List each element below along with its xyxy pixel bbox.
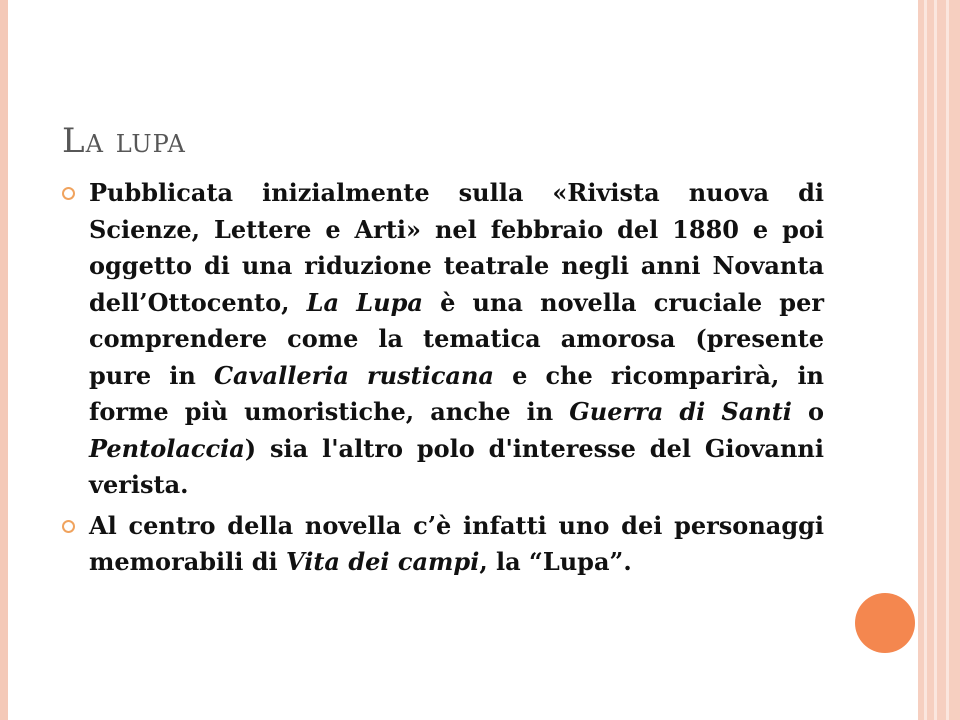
slide-title: La lupa: [62, 120, 186, 161]
bullet-item: [62, 175, 824, 504]
bullet-circle-icon: [62, 187, 75, 200]
bullet-text: , la “Lupa”.: [479, 547, 632, 576]
decorative-circle: [855, 593, 915, 653]
right-frame-border: [918, 0, 960, 720]
frame-stripe: [934, 0, 937, 720]
bullet-circle-icon: [62, 520, 75, 533]
bullet-title-italic: Guerra di Santi: [569, 397, 792, 426]
bullet-list: [62, 175, 824, 585]
frame-stripe: [946, 0, 949, 720]
bullet-text: ) sia l'altro polo d'interesse del Giovanni verista.: [89, 433, 824, 499]
bullet-text: e che ricomparirà, in forme più umoristiche, anche in: [89, 360, 825, 426]
bullet-text: Pubblicata inizialmente sulla «Rivista nuova di Scienze, Lettere e Arti» nel febbraio del 1880 e poi oggetto di una riduzione teatrale negli anni Novanta dell’Ottocento,: [89, 178, 824, 317]
bullet-title-italic: Cavalleria rusticana: [213, 360, 494, 390]
bullet-text: è una novella cruciale per comprendere come la tematica amorosa (presente pure in: [89, 287, 824, 390]
bullet-text: o: [791, 397, 824, 426]
frame-stripe: [924, 0, 927, 720]
bullet-item: [62, 508, 824, 581]
bullet-text: Al centro della novella c’è infatti uno dei personaggi memorabili di: [89, 510, 824, 576]
bullet-title-italic: La Lupa: [306, 287, 423, 317]
bullet-title-italic: Vita dei campi: [286, 547, 480, 576]
bullet-title-italic: Pentolaccia: [89, 433, 245, 463]
left-frame-border: [0, 0, 8, 720]
